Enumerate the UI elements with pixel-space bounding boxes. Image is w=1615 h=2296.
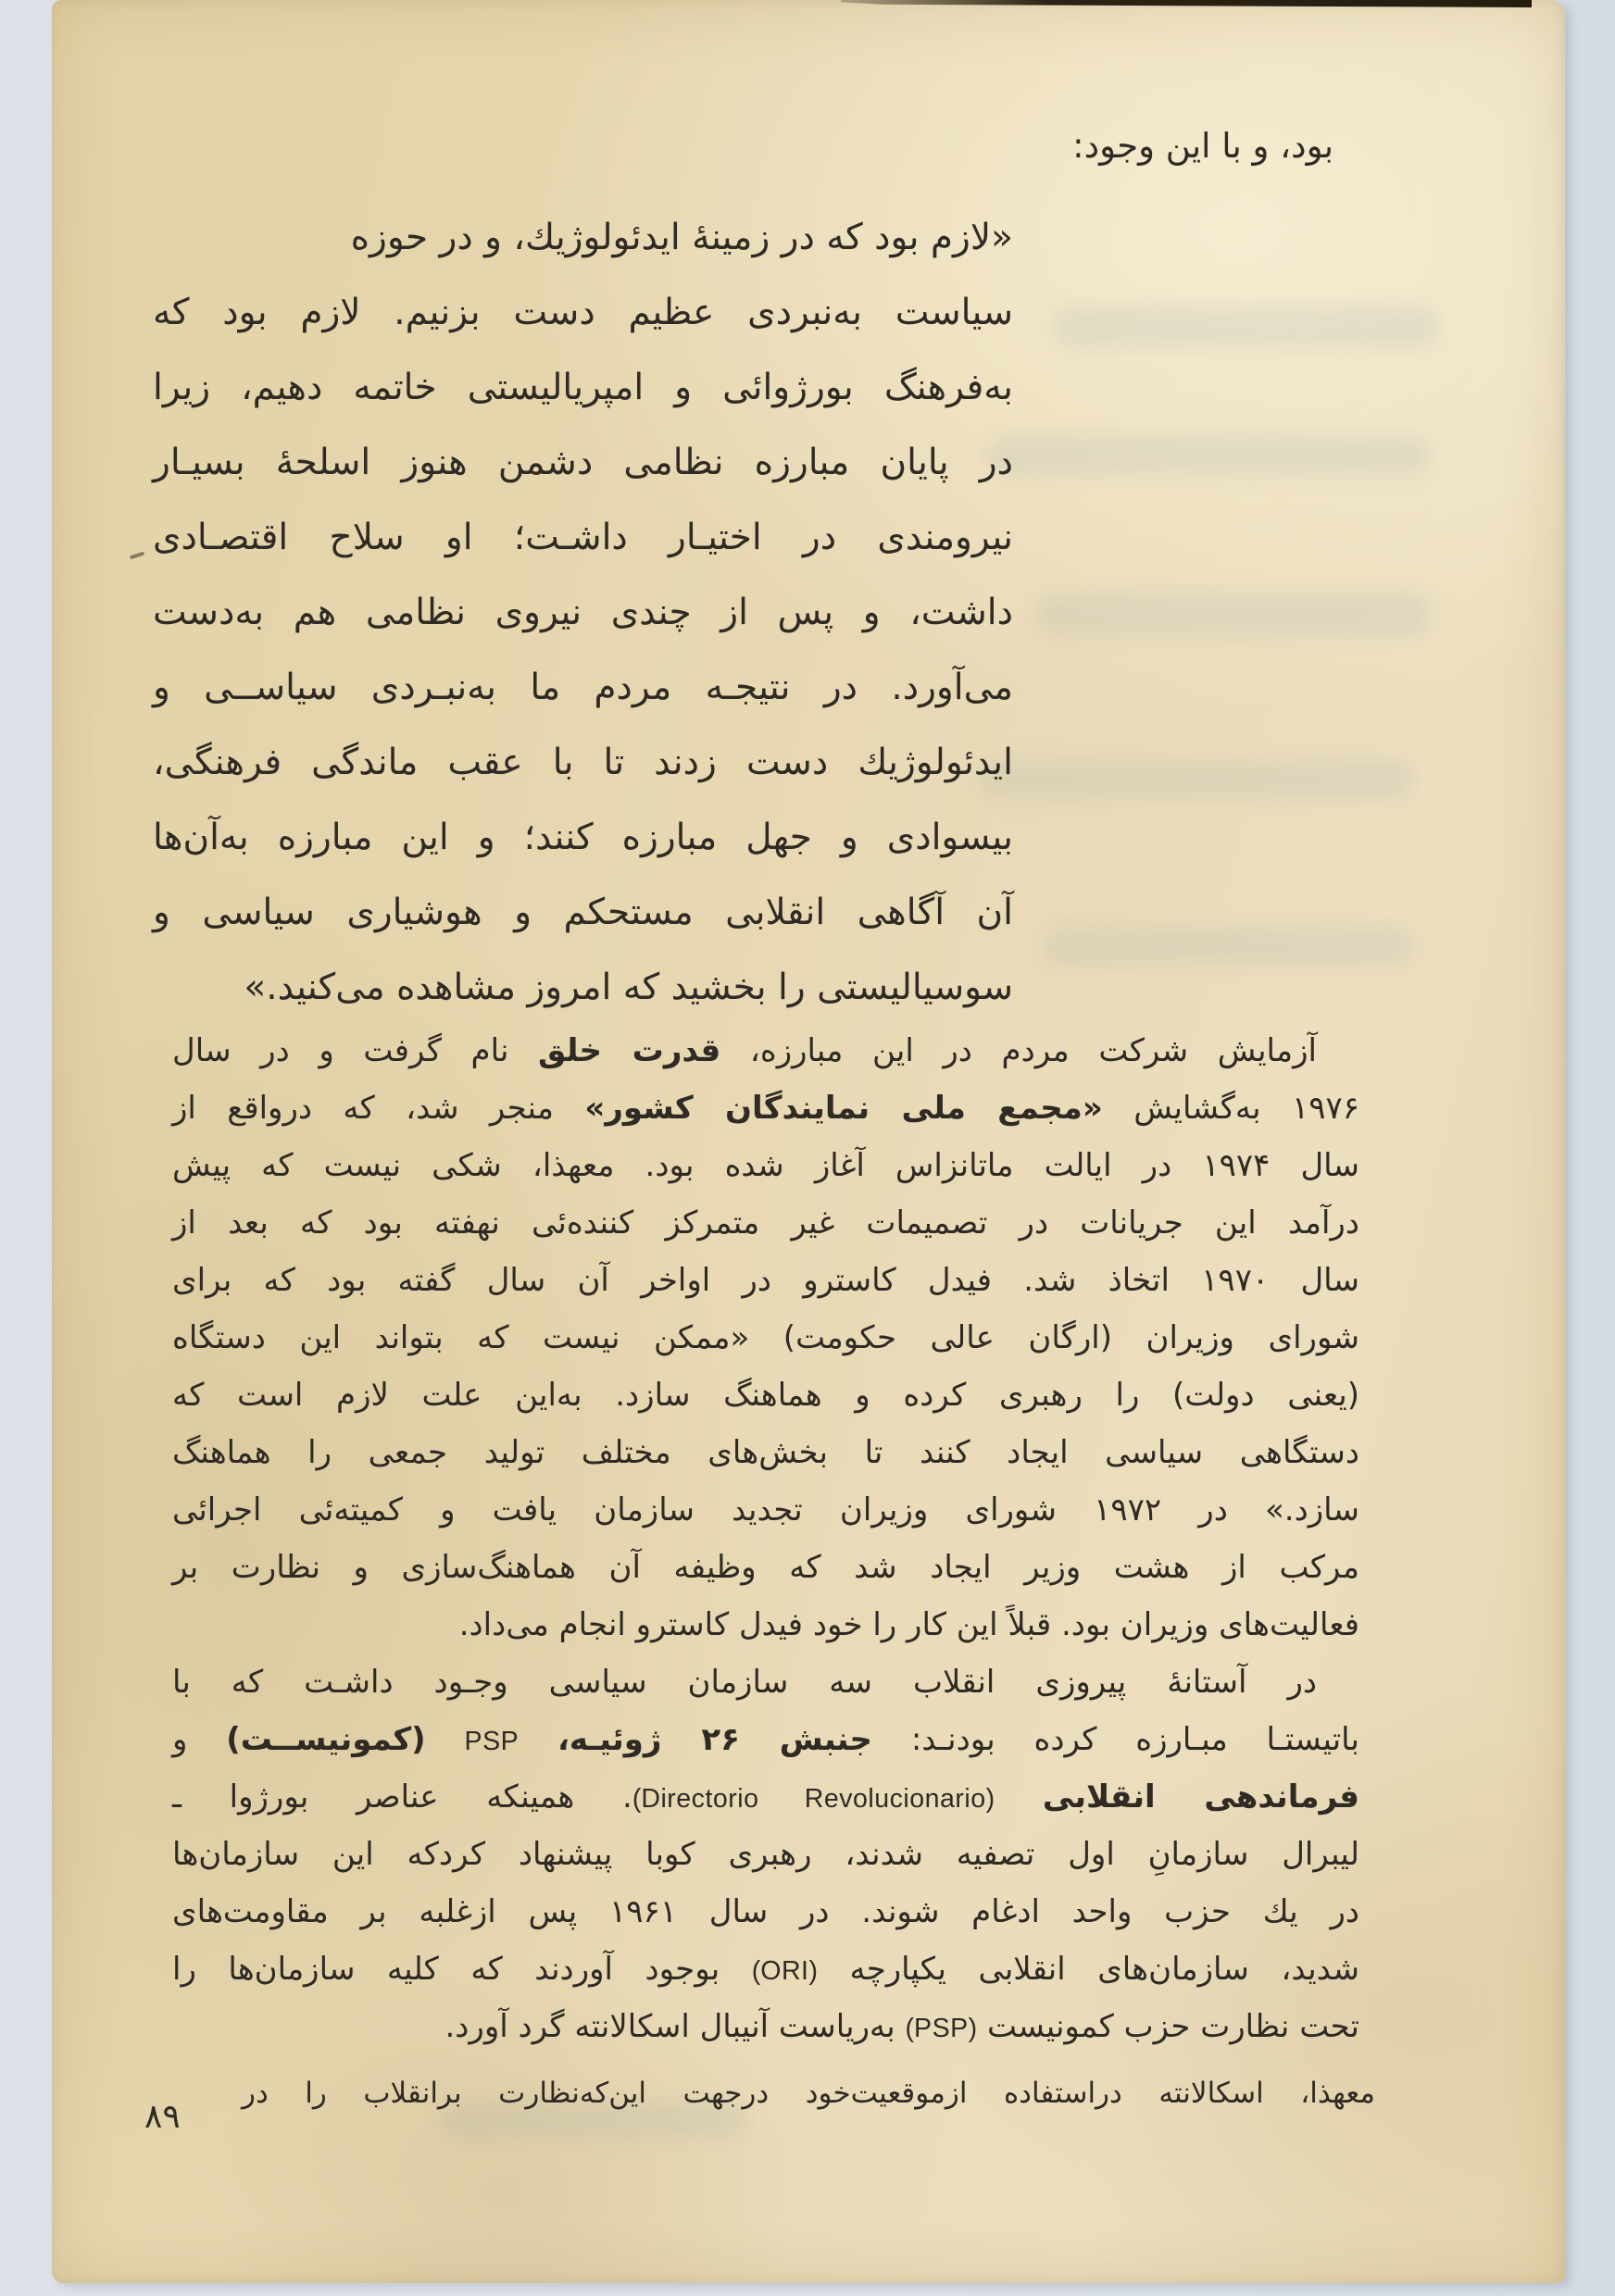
text-line	[153, 650, 1013, 725]
text-segment: منجر شد، که درواقع از	[172, 1090, 585, 1127]
text-segment: در پایان مبارزه نظامی دشمن هنوز اسلحهٔ بسیـار	[153, 442, 1013, 483]
text-line	[153, 950, 1013, 1025]
text-line	[153, 800, 1013, 875]
text-segment: شورای وزیران (ارگان عالی حکومت) «ممکن نیست که بتواند این دستگاه	[172, 1319, 1359, 1356]
text-segment	[995, 1778, 1043, 1816]
latin-text-segment: (ORI)	[751, 1956, 819, 1986]
page-number: ۸۹	[144, 2098, 181, 2136]
text-line	[172, 1194, 1359, 1252]
text-line	[172, 1940, 1359, 1998]
text-line	[172, 1539, 1359, 1596]
print-blemish	[130, 552, 144, 560]
text-segment	[519, 1721, 557, 1758]
text-segment: دستگاهی سیاسی ایجاد کنند تا بخش‌های مختلف تولید جمعی را هماهنگ	[172, 1434, 1359, 1471]
text-line	[172, 1998, 1359, 2055]
text-line	[172, 1883, 1359, 1940]
text-line	[153, 425, 1013, 500]
text-line	[153, 275, 1013, 350]
bleed-through-artifact	[1052, 306, 1441, 348]
text-segment: بوجود آوردند که کلیه سازمان‌ها را	[172, 1951, 752, 1988]
intro-line: بود، و با این وجود:	[1072, 126, 1333, 166]
latin-text-segment: (Directorio Revolucionario)	[632, 1784, 995, 1814]
text-segment	[426, 1721, 465, 1758]
text-line	[172, 1826, 1359, 1883]
text-line	[153, 575, 1013, 650]
text-line	[172, 1768, 1359, 1826]
body-paragraph	[172, 1022, 1359, 1653]
text-segment: شدید، سازمان‌های انقلابی یکپارچه	[818, 1951, 1360, 1988]
text-segment: لیبرال سازمانِ اول تصفیه شدند، رهبری کوبا پیشنهاد کردکه این سازمان‌ها	[172, 1836, 1359, 1873]
quotation-block	[153, 200, 1013, 1025]
text-segment: سازد.» در ۱۹۷۲ شورای وزیران تجدید سازمان یافت و کمیته‌ئی اجرائی	[172, 1491, 1359, 1529]
text-segment: ۱۹۷۶ به‌گشایش	[1102, 1090, 1359, 1127]
text-segment: جنبش ۲۶ ژوئیـه،	[557, 1721, 873, 1758]
text-segment: تحت نظارت حزب کمونیست	[977, 2008, 1359, 2045]
bleed-through-artifact	[987, 435, 1432, 476]
text-segment: بیسوادی و جهل مبارزه کنند؛ و این مبارزه به‌آن‌ها	[153, 817, 1013, 858]
text-line	[153, 500, 1013, 575]
text-line	[172, 1424, 1359, 1481]
body-paragraph	[172, 1653, 1359, 2055]
bleed-through-artifact	[1043, 926, 1413, 967]
latin-text-segment: PSP	[464, 1727, 520, 1756]
text-segment: آن آگاهی انقلابی مستحکم و هوشیاری سیاسی و	[153, 892, 1013, 933]
text-segment: آزمایش شرکت مردم در این مبارزه،	[720, 1032, 1317, 1069]
text-segment: سوسیالیستی را بخشید که امروز مشاهده می‌کنید.»	[244, 967, 1013, 1008]
text-segment: به‌فرهنگ بورژوائی و امپریالیستی خاتمه دهیم، زیرا	[153, 367, 1013, 408]
text-segment: داشت، و پس از چندی نیروی نظامی هم به‌دست	[153, 592, 1013, 633]
text-line	[153, 725, 1013, 800]
text-segment: «مجمع ملی نمایندگان کشور»	[584, 1090, 1103, 1127]
text-segment: نیرومندی در اختیـار داشـت؛ او سلاح اقتصـادی	[153, 517, 1013, 558]
text-segment: فرماندهی انقلابی	[1042, 1778, 1359, 1816]
text-segment: مرکب از هشت وزیر ایجاد شد که وظیفه آن هماهنگ‌سازی و نظارت بر	[172, 1549, 1359, 1586]
text-segment: می‌آورد. در نتیجـه مردم ما به‌نبـردی سیاســی و	[153, 667, 1013, 708]
last-body-line: معهذا، اسکالانته دراستفاده ازموقعیت‌خود درجهت این‌که‌نظارت برانقلاب را در	[242, 2077, 1375, 2110]
text-segment: فعالیت‌های وزیران بود. قبلاً این کار را خود فیدل کاسترو انجام می‌داد.	[458, 1606, 1359, 1643]
text-segment: نام گرفت و در سال	[172, 1032, 539, 1069]
text-segment: (کمونیســت)	[226, 1721, 426, 1758]
text-segment: ایدئولوژیك دست زدند تا با عقب ماندگی فرهنگی،	[153, 742, 1013, 783]
paper-sheet	[52, 0, 1565, 2283]
text-segment: «لازم بود که در زمینهٔ ایدئولوژیك، و در حوزه	[350, 217, 1013, 258]
bleed-through-artifact	[1033, 593, 1432, 637]
text-line	[172, 1481, 1359, 1539]
text-line	[172, 1137, 1359, 1194]
text-line	[172, 1022, 1359, 1079]
text-segment: . همینکه عناصر بورژوا ـ	[172, 1778, 632, 1816]
text-segment: در یك حزب واحد ادغام شوند. در سال ۱۹۶۱ پس ازغلبه بر مقاومت‌های	[172, 1893, 1360, 1930]
text-line	[172, 1711, 1359, 1768]
text-segment: باتیستـا مبـارزه کرده بودنـد:	[872, 1721, 1359, 1758]
text-segment: (یعنی دولت) را رهبری کرده و هماهنگ سازد. به‌این علت لازم است که	[172, 1377, 1359, 1414]
text-line	[172, 1309, 1359, 1366]
text-segment: سال ۱۹۷۴ در ایالت ماتانزاس آغاز شده بود. معهذا، شکی نیست که پیش	[172, 1147, 1359, 1184]
text-line	[172, 1366, 1359, 1424]
text-segment: به‌ریاست آنیبال اسکالانته گرد آورد.	[444, 2008, 906, 2045]
scan-edge-artifact	[841, 0, 1532, 7]
text-line	[172, 1596, 1359, 1653]
text-segment: سیاست به‌نبردی عظیم دست بزنیم. لازم بود که	[153, 292, 1013, 333]
text-segment: در آستانهٔ پیروزی انقلاب سه سازمان سیاسی وجـود داشـت که با	[172, 1664, 1317, 1701]
text-line	[172, 1252, 1359, 1309]
bleed-through-artifact	[978, 759, 1413, 800]
text-line	[172, 1079, 1359, 1137]
text-line	[153, 875, 1013, 950]
text-segment: درآمد این جریانات در تصمیمات غیر متمرکز کننده‌ئی نهفته بود که بعد از	[172, 1204, 1359, 1242]
text-segment: قدرت خلق	[538, 1032, 721, 1069]
latin-text-segment: (PSP)	[905, 2014, 978, 2043]
text-line	[172, 1653, 1359, 1711]
text-segment: سال ۱۹۷۰ اتخاذ شد. فیدل کاسترو در اواخر آن سال گفته بود که برای	[172, 1262, 1360, 1299]
text-segment: و	[172, 1721, 227, 1758]
text-line	[153, 200, 1013, 275]
text-line	[153, 350, 1013, 425]
